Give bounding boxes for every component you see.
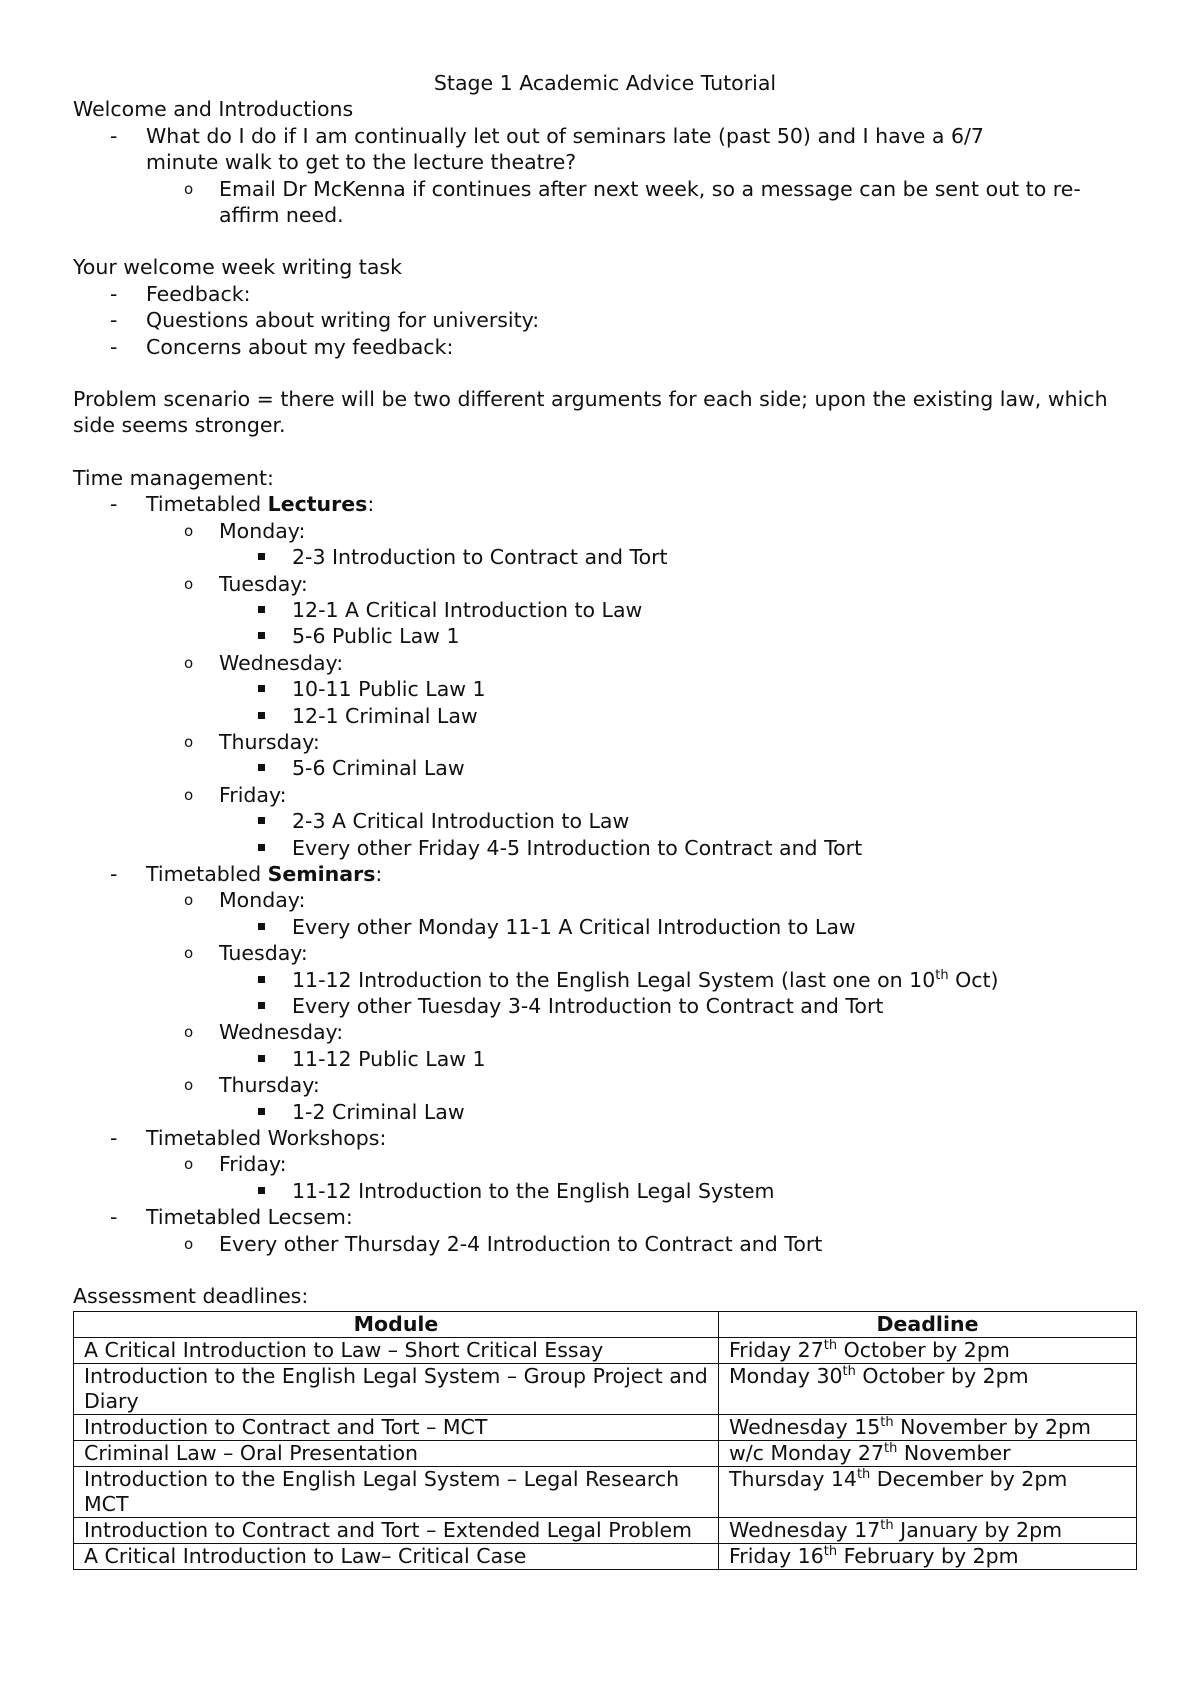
table-row	[74, 1518, 1137, 1544]
circle-bullet: o	[184, 785, 194, 804]
day-item	[73, 1072, 1137, 1098]
square-bullet	[258, 685, 265, 692]
circle-bullet: o	[184, 574, 194, 593]
column-header-module: Module	[74, 1312, 719, 1338]
dash-bullet: -	[110, 492, 118, 517]
deadline-date: Wednesday 17	[729, 1518, 881, 1543]
day-label: Tuesday:	[219, 941, 308, 966]
list-item-seminars	[73, 861, 1137, 887]
session-text: 10-11 Public Law 1	[292, 677, 486, 702]
deadline-date: Friday 16	[729, 1544, 824, 1569]
session-text: 5-6 Criminal Law	[292, 756, 465, 781]
module-cell: Introduction to the English Legal System – Legal Research MCT	[74, 1467, 719, 1518]
session-item	[73, 597, 1137, 623]
dash-bullet: -	[110, 1126, 118, 1151]
day-item	[73, 1019, 1137, 1045]
dash-bullet: -	[110, 861, 118, 886]
module-cell: A Critical Introduction to Law– Critical Case	[74, 1544, 719, 1570]
session-item	[73, 755, 1137, 781]
deadline-date: w/c Monday 27	[729, 1441, 884, 1466]
circle-bullet: o	[184, 521, 194, 540]
deadline-date: Monday 30	[729, 1364, 843, 1389]
deadline-cell	[719, 1338, 1137, 1364]
circle-bullet: o	[184, 1234, 194, 1253]
day-label: Thursday:	[219, 1073, 320, 1098]
deadline-cell	[719, 1415, 1137, 1441]
list-item	[73, 307, 1137, 333]
list-item-workshops	[73, 1125, 1137, 1151]
table-row	[74, 1338, 1137, 1364]
session-text: Every other Monday 11-1 A Critical Introduction to Law	[292, 914, 856, 939]
session-text: 1-2 Criminal Law	[292, 1099, 465, 1124]
day-label: Wednesday:	[219, 1020, 344, 1045]
square-bullet	[258, 923, 265, 930]
table-header-row	[74, 1312, 1137, 1338]
writing-item: Concerns about my feedback:	[146, 334, 454, 359]
day-item	[73, 729, 1137, 755]
section-heading-writing: Your welcome week writing task	[73, 255, 402, 280]
square-bullet	[258, 553, 265, 560]
day-label: Thursday:	[219, 729, 320, 754]
label-bold: Lectures	[267, 492, 368, 517]
deadlines-table	[73, 1311, 1137, 1570]
ordinal-suffix: th	[884, 1441, 898, 1457]
dash-bullet: -	[110, 123, 118, 148]
table-row	[74, 1467, 1137, 1518]
day-label: Monday:	[219, 518, 306, 543]
circle-bullet: o	[184, 179, 194, 198]
table-row	[74, 1415, 1137, 1441]
deadline-rest: October by 2pm	[837, 1338, 1010, 1363]
square-bullet	[258, 817, 265, 824]
ordinal-suffix: th	[856, 1467, 871, 1483]
label-suffix: :	[375, 861, 383, 886]
session-item	[73, 967, 1137, 993]
session-item	[73, 808, 1137, 834]
label-text: Timetabled Lecsem:	[146, 1205, 353, 1230]
day-item	[73, 1151, 1137, 1177]
column-header-deadline: Deadline	[719, 1312, 1137, 1338]
square-bullet	[258, 606, 265, 613]
square-bullet	[258, 1187, 265, 1194]
writing-item: Feedback:	[146, 281, 251, 306]
day-label: Tuesday:	[219, 571, 308, 596]
ordinal-suffix: th	[823, 1338, 838, 1354]
circle-bullet: o	[184, 1023, 194, 1042]
circle-bullet: o	[184, 944, 194, 963]
deadline-cell	[719, 1467, 1137, 1518]
deadline-rest: October by 2pm	[855, 1364, 1029, 1389]
document-title: Stage 1 Academic Advice Tutorial	[433, 71, 777, 95]
session-item	[73, 676, 1137, 702]
section-heading-assessment: Assessment deadlines:	[73, 1284, 309, 1309]
square-bullet	[258, 1002, 265, 1009]
label-suffix: :	[367, 492, 375, 517]
table-row	[74, 1544, 1137, 1570]
square-bullet	[258, 764, 265, 771]
welcome-question: What do I do if I am continually let out of seminars late (past 50) and I have a 6/7 minute walk to get to the lecture theatre?	[146, 123, 984, 175]
label-text: Timetabled	[146, 861, 268, 886]
list-item	[73, 176, 1119, 229]
session-text: 11-12 Introduction to the English Legal System (last one on 10	[292, 967, 936, 992]
dash-bullet: -	[110, 308, 118, 333]
writing-item: Questions about writing for university:	[146, 308, 540, 333]
square-bullet	[258, 844, 265, 851]
list-item-lecsem	[73, 1204, 1137, 1230]
document-page	[73, 70, 1137, 1570]
session-item	[73, 835, 1137, 861]
deadline-rest: November	[897, 1441, 1011, 1466]
ordinal-suffix: th	[880, 1415, 894, 1431]
module-cell: Criminal Law – Oral Presentation	[74, 1441, 719, 1467]
session-item	[73, 1178, 1137, 1204]
day-item	[73, 650, 1137, 676]
square-bullet	[258, 1055, 265, 1062]
module-cell: Introduction to Contract and Tort – MCT	[74, 1415, 719, 1441]
session-text: Every other Tuesday 3-4 Introduction to Contract and Tort	[292, 994, 884, 1018]
ordinal-suffix: th	[842, 1364, 856, 1380]
session-text: 11-12 Public Law 1	[292, 1046, 486, 1071]
session-item	[73, 1046, 1137, 1072]
circle-bullet: o	[184, 891, 194, 910]
deadline-rest: January by 2pm	[893, 1518, 1063, 1543]
day-label: Friday:	[219, 782, 287, 807]
label-text: Timetabled Workshops:	[146, 1126, 387, 1151]
circle-bullet: o	[184, 653, 194, 672]
ordinal-suffix: th	[880, 1518, 894, 1534]
table-row	[74, 1364, 1137, 1415]
label-text: Timetabled	[146, 492, 268, 517]
square-bullet	[258, 1108, 265, 1115]
table-row	[74, 1441, 1137, 1467]
welcome-answer: Email Dr McKenna if continues after next week, so a message can be sent out to re-affirm need.	[219, 176, 1081, 228]
deadline-rest: December by 2pm	[870, 1467, 1068, 1492]
day-item	[73, 1231, 1137, 1257]
list-item	[73, 334, 1137, 360]
deadline-cell	[719, 1544, 1137, 1570]
session-text: 12-1 Criminal Law	[292, 703, 478, 728]
module-cell: Introduction to the English Legal System – Group Project and Diary	[74, 1364, 719, 1415]
problem-scenario: Problem scenario = there will be two different arguments for each side; upon the existing law, which side seems stronger.	[73, 387, 1108, 438]
circle-bullet: o	[184, 732, 194, 751]
session-item	[73, 1099, 1137, 1125]
session-text: 2-3 A Critical Introduction to Law	[292, 809, 630, 834]
session-text: Every other Thursday 2-4 Introduction to Contract and Tort	[219, 1231, 823, 1256]
session-item	[73, 544, 1137, 570]
list-item-lectures	[73, 491, 1137, 517]
ordinal-suffix: th	[935, 967, 949, 983]
session-text: Every other Friday 4-5 Introduction to Contract and Tort	[292, 835, 863, 860]
circle-bullet: o	[184, 1155, 194, 1174]
session-text: 11-12 Introduction to the English Legal System	[292, 1178, 775, 1203]
square-bullet	[258, 712, 265, 719]
label-bold: Seminars	[267, 861, 376, 886]
session-item	[73, 703, 1137, 729]
deadline-date: Thursday 14	[729, 1467, 857, 1492]
section-heading-welcome: Welcome and Introductions	[73, 97, 354, 122]
day-label: Monday:	[219, 888, 306, 913]
session-item	[73, 993, 1137, 1019]
deadline-date: Wednesday 15	[729, 1415, 881, 1440]
deadline-rest: November by 2pm	[893, 1415, 1092, 1440]
deadline-cell	[719, 1441, 1137, 1467]
session-text: 12-1 A Critical Introduction to Law	[292, 597, 643, 622]
square-bullet	[258, 976, 265, 983]
day-label: Wednesday:	[219, 650, 344, 675]
dash-bullet: -	[110, 281, 118, 306]
module-cell: A Critical Introduction to Law – Short Critical Essay	[74, 1338, 719, 1364]
list-item	[73, 281, 1137, 307]
circle-bullet: o	[184, 1076, 194, 1095]
dash-bullet: -	[110, 1205, 118, 1230]
module-cell: Introduction to Contract and Tort – Extended Legal Problem	[74, 1518, 719, 1544]
ordinal-suffix: th	[823, 1544, 838, 1560]
section-heading-time: Time management:	[73, 465, 274, 490]
deadline-cell	[719, 1518, 1137, 1544]
session-text: 2-3 Introduction to Contract and Tort	[292, 545, 668, 570]
day-item	[73, 940, 1137, 966]
deadline-date: Friday 27	[729, 1338, 824, 1363]
session-item	[73, 623, 1137, 649]
day-item	[73, 571, 1137, 597]
day-label: Friday:	[219, 1152, 287, 1177]
session-text-end: Oct)	[948, 967, 999, 992]
list-item	[73, 123, 1006, 176]
day-item	[73, 518, 1137, 544]
day-item	[73, 887, 1137, 913]
day-item	[73, 782, 1137, 808]
session-item	[73, 914, 1137, 940]
session-text: 5-6 Public Law 1	[292, 624, 460, 649]
dash-bullet: -	[110, 334, 118, 359]
deadline-cell	[719, 1364, 1137, 1415]
deadline-rest: February by 2pm	[837, 1544, 1019, 1569]
square-bullet	[258, 632, 265, 639]
